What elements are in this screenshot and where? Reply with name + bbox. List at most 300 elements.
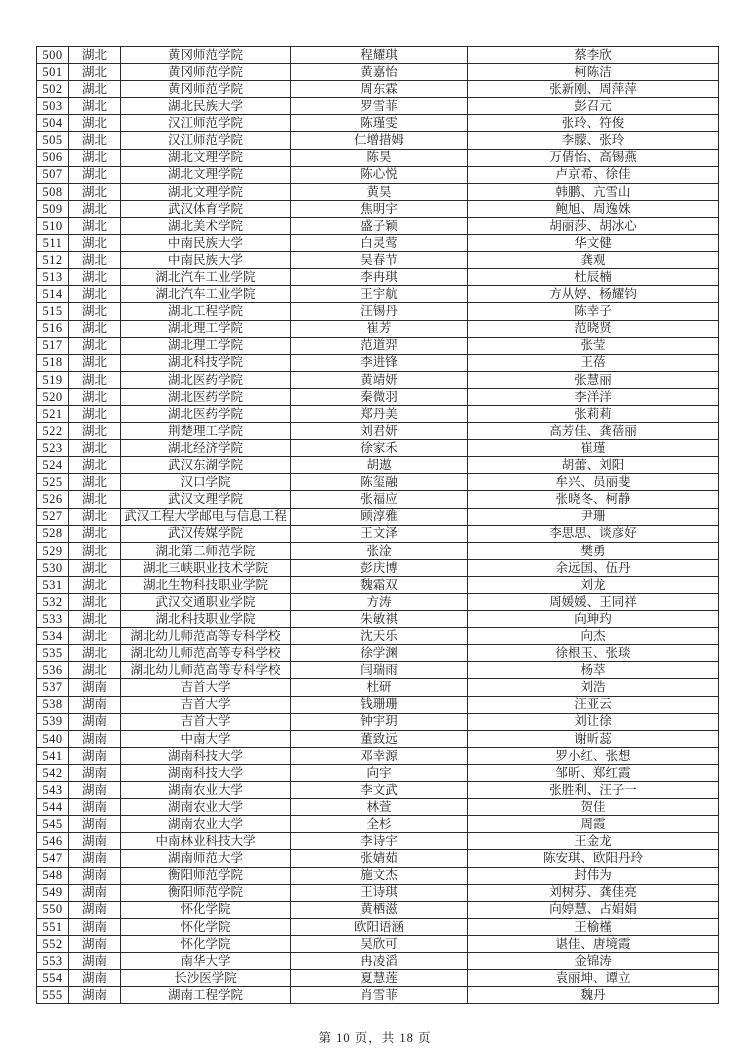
student-name-cell: 范道羿 (291, 337, 468, 354)
table-row (37, 354, 719, 371)
student-name-cell: 张淦 (291, 542, 468, 559)
school-cell: 湖北医药学院 (121, 371, 291, 388)
student-name-cell: 李文武 (291, 782, 468, 799)
row-number-cell: 528 (37, 525, 69, 542)
advisor-names-cell: 杜辰楠 (468, 269, 719, 286)
row-number-cell: 506 (37, 149, 69, 166)
province-cell: 湖北 (69, 286, 121, 303)
province-cell: 湖南 (69, 747, 121, 764)
school-cell: 湖北理工学院 (121, 337, 291, 354)
table-row (37, 269, 719, 286)
student-name-cell: 李诗宇 (291, 833, 468, 850)
row-number-cell: 527 (37, 508, 69, 525)
province-cell: 湖北 (69, 47, 121, 64)
page-footer: 第 10 页，共 18 页 (318, 1031, 432, 1045)
table-row (37, 918, 719, 935)
table-row (37, 457, 719, 474)
advisor-names-cell: 张晓冬、柯静 (468, 491, 719, 508)
row-number-cell: 545 (37, 816, 69, 833)
advisor-names-cell: 李朦、张玲 (468, 132, 719, 149)
school-cell: 中南民族大学 (121, 252, 291, 269)
student-name-cell: 陈瑾雯 (291, 115, 468, 132)
province-cell: 湖南 (69, 764, 121, 781)
school-cell: 怀化学院 (121, 901, 291, 918)
advisor-names-cell: 周霞 (468, 816, 719, 833)
school-cell: 黄冈师范学院 (121, 81, 291, 98)
advisor-names-cell: 胡丽莎、胡冰心 (468, 217, 719, 234)
student-name-cell: 钟宇玥 (291, 713, 468, 730)
advisor-names-cell: 柯陈洁 (468, 64, 719, 81)
roster-table (36, 46, 719, 1004)
table-row (37, 303, 719, 320)
student-name-cell: 全杉 (291, 816, 468, 833)
row-number-cell: 505 (37, 132, 69, 149)
row-number-cell: 547 (37, 850, 69, 867)
province-cell: 湖南 (69, 833, 121, 850)
student-name-cell: 程耀琪 (291, 47, 468, 64)
province-cell: 湖北 (69, 183, 121, 200)
advisor-names-cell: 鲍旭、周逸姝 (468, 200, 719, 217)
row-number-cell: 539 (37, 713, 69, 730)
school-cell: 湖北理工学院 (121, 320, 291, 337)
province-cell: 湖北 (69, 269, 121, 286)
student-name-cell: 闫瑞雨 (291, 662, 468, 679)
province-cell: 湖北 (69, 405, 121, 422)
province-cell: 湖南 (69, 867, 121, 884)
row-number-cell: 524 (37, 457, 69, 474)
advisor-names-cell: 罗小红、张想 (468, 747, 719, 764)
advisor-names-cell: 卢京希、徐佳 (468, 166, 719, 183)
row-number-cell: 529 (37, 542, 69, 559)
province-cell: 湖南 (69, 713, 121, 730)
row-number-cell: 555 (37, 987, 69, 1004)
table-row (37, 679, 719, 696)
school-cell: 湖南工程学院 (121, 987, 291, 1004)
school-cell: 汉口学院 (121, 474, 291, 491)
province-cell: 湖南 (69, 952, 121, 969)
advisor-names-cell: 邹昕、郑红霞 (468, 764, 719, 781)
school-cell: 湖北文理学院 (121, 149, 291, 166)
advisor-names-cell: 谢昕蕊 (468, 730, 719, 747)
row-number-cell: 518 (37, 354, 69, 371)
school-cell: 湖南科技大学 (121, 747, 291, 764)
table-row (37, 970, 719, 987)
student-name-cell: 郑丹美 (291, 405, 468, 422)
advisor-names-cell: 牟兴、员丽斐 (468, 474, 719, 491)
advisor-names-cell: 张慧丽 (468, 371, 719, 388)
province-cell: 湖北 (69, 457, 121, 474)
student-name-cell: 王诗琪 (291, 884, 468, 901)
advisor-names-cell: 贺佳 (468, 799, 719, 816)
student-name-cell: 杜研 (291, 679, 468, 696)
row-number-cell: 536 (37, 662, 69, 679)
school-cell: 长沙医学院 (121, 970, 291, 987)
table-row (37, 867, 719, 884)
row-number-cell: 532 (37, 594, 69, 611)
advisor-names-cell: 胡蕾、刘阳 (468, 457, 719, 474)
advisor-names-cell: 华文健 (468, 235, 719, 252)
advisor-names-cell: 蔡李欣 (468, 47, 719, 64)
row-number-cell: 552 (37, 935, 69, 952)
advisor-names-cell: 向珅玓 (468, 611, 719, 628)
table-row (37, 149, 719, 166)
advisor-names-cell: 崔瑾 (468, 440, 719, 457)
advisor-names-cell: 张新刚、周萍萍 (468, 81, 719, 98)
province-cell: 湖北 (69, 217, 121, 234)
student-name-cell: 黄嘉怡 (291, 64, 468, 81)
row-number-cell: 519 (37, 371, 69, 388)
table-row (37, 850, 719, 867)
student-name-cell: 吴春节 (291, 252, 468, 269)
advisor-names-cell: 陈安琪、欧阳丹玲 (468, 850, 719, 867)
advisor-names-cell: 高芳佳、龚蓓丽 (468, 423, 719, 440)
province-cell: 湖北 (69, 525, 121, 542)
province-cell: 湖南 (69, 816, 121, 833)
advisor-names-cell: 王蓓 (468, 354, 719, 371)
advisor-names-cell: 魏丹 (468, 987, 719, 1004)
advisor-names-cell: 陈幸子 (468, 303, 719, 320)
table-row (37, 901, 719, 918)
table-row (37, 115, 719, 132)
student-name-cell: 陈昊 (291, 149, 468, 166)
school-cell: 衡阳师范学院 (121, 867, 291, 884)
row-number-cell: 508 (37, 183, 69, 200)
row-number-cell: 511 (37, 235, 69, 252)
advisor-names-cell: 范晓贤 (468, 320, 719, 337)
student-name-cell: 黄昊 (291, 183, 468, 200)
table-row (37, 747, 719, 764)
table-row (37, 764, 719, 781)
row-number-cell: 526 (37, 491, 69, 508)
row-number-cell: 522 (37, 423, 69, 440)
school-cell: 中南林业科技大学 (121, 833, 291, 850)
province-cell: 湖北 (69, 559, 121, 576)
student-name-cell: 徐家禾 (291, 440, 468, 457)
student-name-cell: 罗雪菲 (291, 98, 468, 115)
table-row (37, 987, 719, 1004)
advisor-names-cell: 刘树芬、龚佳亮 (468, 884, 719, 901)
row-number-cell: 504 (37, 115, 69, 132)
student-name-cell: 欧阳语涵 (291, 918, 468, 935)
table-row (37, 611, 719, 628)
student-name-cell: 张婧茹 (291, 850, 468, 867)
province-cell: 湖北 (69, 64, 121, 81)
province-cell: 湖南 (69, 850, 121, 867)
advisor-names-cell: 刘让徐 (468, 713, 719, 730)
school-cell: 黄冈师范学院 (121, 64, 291, 81)
advisor-names-cell: 金锦涛 (468, 952, 719, 969)
table-row (37, 200, 719, 217)
row-number-cell: 535 (37, 645, 69, 662)
row-number-cell: 520 (37, 388, 69, 405)
province-cell: 湖北 (69, 594, 121, 611)
table-row (37, 782, 719, 799)
advisor-names-cell: 杨萃 (468, 662, 719, 679)
student-name-cell: 黄靖妍 (291, 371, 468, 388)
province-cell: 湖北 (69, 440, 121, 457)
school-cell: 湖南农业大学 (121, 816, 291, 833)
table-row (37, 166, 719, 183)
table-row (37, 474, 719, 491)
province-cell: 湖北 (69, 320, 121, 337)
province-cell: 湖南 (69, 730, 121, 747)
school-cell: 湖北科技学院 (121, 354, 291, 371)
table-row (37, 508, 719, 525)
row-number-cell: 503 (37, 98, 69, 115)
school-cell: 湖北科技职业学院 (121, 611, 291, 628)
school-cell: 湖北汽车工业学院 (121, 269, 291, 286)
student-name-cell: 黄栖滋 (291, 901, 468, 918)
row-number-cell: 546 (37, 833, 69, 850)
row-number-cell: 553 (37, 952, 69, 969)
row-number-cell: 510 (37, 217, 69, 234)
advisor-names-cell: 李洋洋 (468, 388, 719, 405)
advisor-names-cell: 李思思、谈彦好 (468, 525, 719, 542)
student-name-cell: 盛子颖 (291, 217, 468, 234)
student-name-cell: 张福应 (291, 491, 468, 508)
province-cell: 湖南 (69, 782, 121, 799)
school-cell: 湖北美术学院 (121, 217, 291, 234)
student-name-cell: 李进锋 (291, 354, 468, 371)
advisor-names-cell: 刘浩 (468, 679, 719, 696)
table-row (37, 576, 719, 593)
school-cell: 湖南农业大学 (121, 799, 291, 816)
student-name-cell: 刘君妍 (291, 423, 468, 440)
school-cell: 武汉东湖学院 (121, 457, 291, 474)
student-name-cell: 秦微羽 (291, 388, 468, 405)
student-name-cell: 仁增措姆 (291, 132, 468, 149)
school-cell: 湖南科技大学 (121, 764, 291, 781)
student-name-cell: 朱敏祺 (291, 611, 468, 628)
student-name-cell: 周东霖 (291, 81, 468, 98)
table-row (37, 816, 719, 833)
school-cell: 怀化学院 (121, 935, 291, 952)
school-cell: 怀化学院 (121, 918, 291, 935)
school-cell: 武汉体育学院 (121, 200, 291, 217)
advisor-names-cell: 彭召元 (468, 98, 719, 115)
advisor-names-cell: 向杰 (468, 628, 719, 645)
table-row (37, 730, 719, 747)
province-cell: 湖南 (69, 987, 121, 1004)
school-cell: 汉江师范学院 (121, 115, 291, 132)
province-cell: 湖北 (69, 252, 121, 269)
row-number-cell: 541 (37, 747, 69, 764)
row-number-cell: 540 (37, 730, 69, 747)
province-cell: 湖北 (69, 371, 121, 388)
advisor-names-cell: 谌佳、唐境霞 (468, 935, 719, 952)
province-cell: 湖北 (69, 628, 121, 645)
row-number-cell: 516 (37, 320, 69, 337)
advisor-names-cell: 刘龙 (468, 576, 719, 593)
advisor-names-cell: 樊勇 (468, 542, 719, 559)
row-number-cell: 554 (37, 970, 69, 987)
school-cell: 湖北经济学院 (121, 440, 291, 457)
student-name-cell: 陈玺融 (291, 474, 468, 491)
province-cell: 湖北 (69, 200, 121, 217)
province-cell: 湖北 (69, 508, 121, 525)
table-row (37, 235, 719, 252)
province-cell: 湖南 (69, 884, 121, 901)
table-row (37, 405, 719, 422)
school-cell: 湖北汽车工业学院 (121, 286, 291, 303)
school-cell: 武汉工程大学邮电与信息工程 (121, 508, 291, 525)
school-cell: 湖北幼儿师范高等专科学校 (121, 662, 291, 679)
student-name-cell: 彭庆博 (291, 559, 468, 576)
row-number-cell: 509 (37, 200, 69, 217)
student-name-cell: 夏慧莲 (291, 970, 468, 987)
school-cell: 衡阳师范学院 (121, 884, 291, 901)
province-cell: 湖北 (69, 149, 121, 166)
row-number-cell: 534 (37, 628, 69, 645)
province-cell: 湖南 (69, 918, 121, 935)
student-name-cell: 徐学渊 (291, 645, 468, 662)
row-number-cell: 542 (37, 764, 69, 781)
table-row (37, 696, 719, 713)
row-number-cell: 538 (37, 696, 69, 713)
row-number-cell: 500 (37, 47, 69, 64)
province-cell: 湖北 (69, 354, 121, 371)
student-name-cell: 胡遨 (291, 457, 468, 474)
student-name-cell: 王宇航 (291, 286, 468, 303)
province-cell: 湖北 (69, 645, 121, 662)
student-name-cell: 向宇 (291, 764, 468, 781)
school-cell: 湖南师范大学 (121, 850, 291, 867)
province-cell: 湖北 (69, 166, 121, 183)
student-name-cell: 钱珊珊 (291, 696, 468, 713)
school-cell: 吉首大学 (121, 713, 291, 730)
table-row (37, 833, 719, 850)
table-row (37, 371, 719, 388)
province-cell: 湖北 (69, 474, 121, 491)
province-cell: 湖北 (69, 388, 121, 405)
student-name-cell: 陈心悦 (291, 166, 468, 183)
school-cell: 吉首大学 (121, 679, 291, 696)
row-number-cell: 550 (37, 901, 69, 918)
advisor-names-cell: 方从婷、杨耀钧 (468, 286, 719, 303)
advisor-names-cell: 汪亚云 (468, 696, 719, 713)
school-cell: 湖北幼儿师范高等专科学校 (121, 628, 291, 645)
school-cell: 湖北文理学院 (121, 166, 291, 183)
row-number-cell: 533 (37, 611, 69, 628)
row-number-cell: 507 (37, 166, 69, 183)
school-cell: 武汉传媒学院 (121, 525, 291, 542)
roster-table-body (37, 47, 719, 1004)
table-row (37, 47, 719, 64)
advisor-names-cell: 张莉莉 (468, 405, 719, 422)
student-name-cell: 焦明宇 (291, 200, 468, 217)
table-row (37, 440, 719, 457)
table-row (37, 286, 719, 303)
advisor-names-cell: 周媛媛、王同祥 (468, 594, 719, 611)
table-row (37, 252, 719, 269)
school-cell: 湖北医药学院 (121, 388, 291, 405)
province-cell: 湖南 (69, 970, 121, 987)
school-cell: 湖南农业大学 (121, 782, 291, 799)
student-name-cell: 施文杰 (291, 867, 468, 884)
advisor-names-cell: 万倩怡、高锡燕 (468, 149, 719, 166)
school-cell: 湖北生物科技职业学院 (121, 576, 291, 593)
student-name-cell: 林萱 (291, 799, 468, 816)
table-row (37, 337, 719, 354)
table-row (37, 799, 719, 816)
row-number-cell: 502 (37, 81, 69, 98)
school-cell: 南华大学 (121, 952, 291, 969)
school-cell: 吉首大学 (121, 696, 291, 713)
province-cell: 湖北 (69, 132, 121, 149)
province-cell: 湖北 (69, 576, 121, 593)
student-name-cell: 董致远 (291, 730, 468, 747)
table-row (37, 952, 719, 969)
advisor-names-cell: 尹珊 (468, 508, 719, 525)
school-cell: 湖北文理学院 (121, 183, 291, 200)
table-row (37, 594, 719, 611)
table-row (37, 525, 719, 542)
student-name-cell: 崔芳 (291, 320, 468, 337)
row-number-cell: 517 (37, 337, 69, 354)
row-number-cell: 543 (37, 782, 69, 799)
table-row (37, 559, 719, 576)
table-row (37, 542, 719, 559)
student-name-cell: 魏霜双 (291, 576, 468, 593)
province-cell: 湖北 (69, 303, 121, 320)
province-cell: 湖南 (69, 679, 121, 696)
province-cell: 湖北 (69, 337, 121, 354)
advisor-names-cell: 张莹 (468, 337, 719, 354)
row-number-cell: 549 (37, 884, 69, 901)
row-number-cell: 525 (37, 474, 69, 491)
school-cell: 湖北第二师范学院 (121, 542, 291, 559)
province-cell: 湖北 (69, 611, 121, 628)
province-cell: 湖北 (69, 542, 121, 559)
row-number-cell: 513 (37, 269, 69, 286)
province-cell: 湖北 (69, 98, 121, 115)
province-cell: 湖南 (69, 799, 121, 816)
advisor-names-cell: 张胜利、汪子一 (468, 782, 719, 799)
table-row (37, 935, 719, 952)
province-cell: 湖北 (69, 491, 121, 508)
row-number-cell: 523 (37, 440, 69, 457)
province-cell: 湖北 (69, 662, 121, 679)
table-row (37, 884, 719, 901)
table-row (37, 64, 719, 81)
student-name-cell: 肖雪菲 (291, 987, 468, 1004)
row-number-cell: 530 (37, 559, 69, 576)
province-cell: 湖北 (69, 423, 121, 440)
province-cell: 湖南 (69, 935, 121, 952)
row-number-cell: 514 (37, 286, 69, 303)
row-number-cell: 544 (37, 799, 69, 816)
student-name-cell: 王文泽 (291, 525, 468, 542)
row-number-cell: 515 (37, 303, 69, 320)
student-name-cell: 白灵莺 (291, 235, 468, 252)
province-cell: 湖北 (69, 115, 121, 132)
table-row (37, 217, 719, 234)
school-cell: 中南大学 (121, 730, 291, 747)
row-number-cell: 531 (37, 576, 69, 593)
school-cell: 湖北三峡职业技术学院 (121, 559, 291, 576)
table-row (37, 713, 719, 730)
advisor-names-cell: 向婷慧、占娟娟 (468, 901, 719, 918)
advisor-names-cell: 张玲、符俊 (468, 115, 719, 132)
student-name-cell: 吴欣可 (291, 935, 468, 952)
row-number-cell: 521 (37, 405, 69, 422)
table-row (37, 98, 719, 115)
school-cell: 黄冈师范学院 (121, 47, 291, 64)
student-name-cell: 汪锡丹 (291, 303, 468, 320)
school-cell: 湖北幼儿师范高等专科学校 (121, 645, 291, 662)
school-cell: 武汉文理学院 (121, 491, 291, 508)
row-number-cell: 512 (37, 252, 69, 269)
